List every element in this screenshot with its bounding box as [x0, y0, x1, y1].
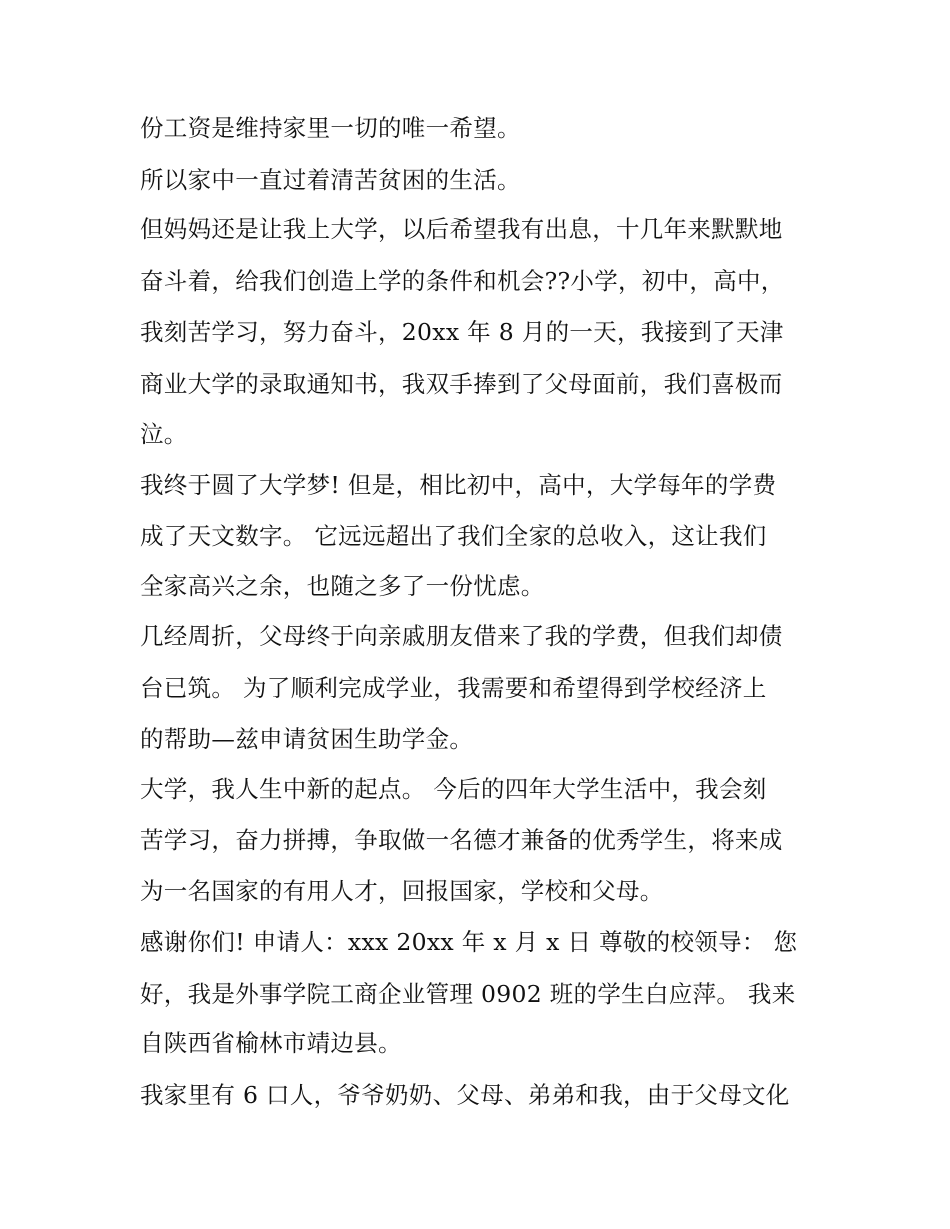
text-line: 自陕西省榆林市靖边县。: [140, 1029, 402, 1057]
text-line: 我家里有 6 口人，爷爷奶奶、父母、弟弟和我，由于父母文化: [140, 1081, 790, 1109]
text-line: 份工资是维持家里一切的唯一希望。: [140, 114, 521, 142]
text-line: 全家高兴之余，也随之多了一份忧虑。: [140, 572, 545, 600]
text-line: 为一名国家的有用人才，回报国家，学校和父母。: [140, 877, 664, 905]
text-line: 我刻苦学习，努力奋斗，20xx 年 8 月的一天，我接到了天津: [140, 318, 784, 346]
text-line: 成了天文数字。 它远远超出了我们全家的总收入，这让我们: [140, 522, 767, 550]
text-line: 所以家中一直过着清苦贫困的生活。: [140, 166, 521, 194]
text-line: 感谢你们! 申请人：xxx 20xx 年 x 月 x 日 尊敬的校领导： 您: [140, 928, 798, 956]
text-line: 但妈妈还是让我上大学，以后希望我有出息，十几年来默默地: [140, 215, 783, 243]
text-line: 商业大学的录取通知书，我双手捧到了父母面前，我们喜极而: [140, 370, 783, 398]
text-line: 泣。: [140, 420, 188, 448]
text-line: 奋斗着，给我们创造上学的条件和机会??小学，初中，高中，: [140, 267, 785, 295]
text-line: 的帮助—兹申请贫困生助学金。: [140, 725, 474, 753]
text-line: 我终于圆了大学梦! 但是，相比初中，高中，大学每年的学费: [140, 471, 777, 499]
text-line: 台已筑。 为了顺利完成学业，我需要和希望得到学校经济上: [140, 674, 767, 702]
text-line: 大学，我人生中新的起点。 今后的四年大学生活中，我会刻: [140, 775, 767, 803]
text-line: 几经周折，父母终于向亲戚朋友借来了我的学费，但我们却债: [140, 622, 783, 650]
text-line: 苦学习，奋力拼搏，争取做一名德才兼备的优秀学生，将来成: [140, 826, 783, 854]
text-line: 好，我是外事学院工商企业管理 0902 班的学生白应萍。 我来: [140, 980, 796, 1008]
